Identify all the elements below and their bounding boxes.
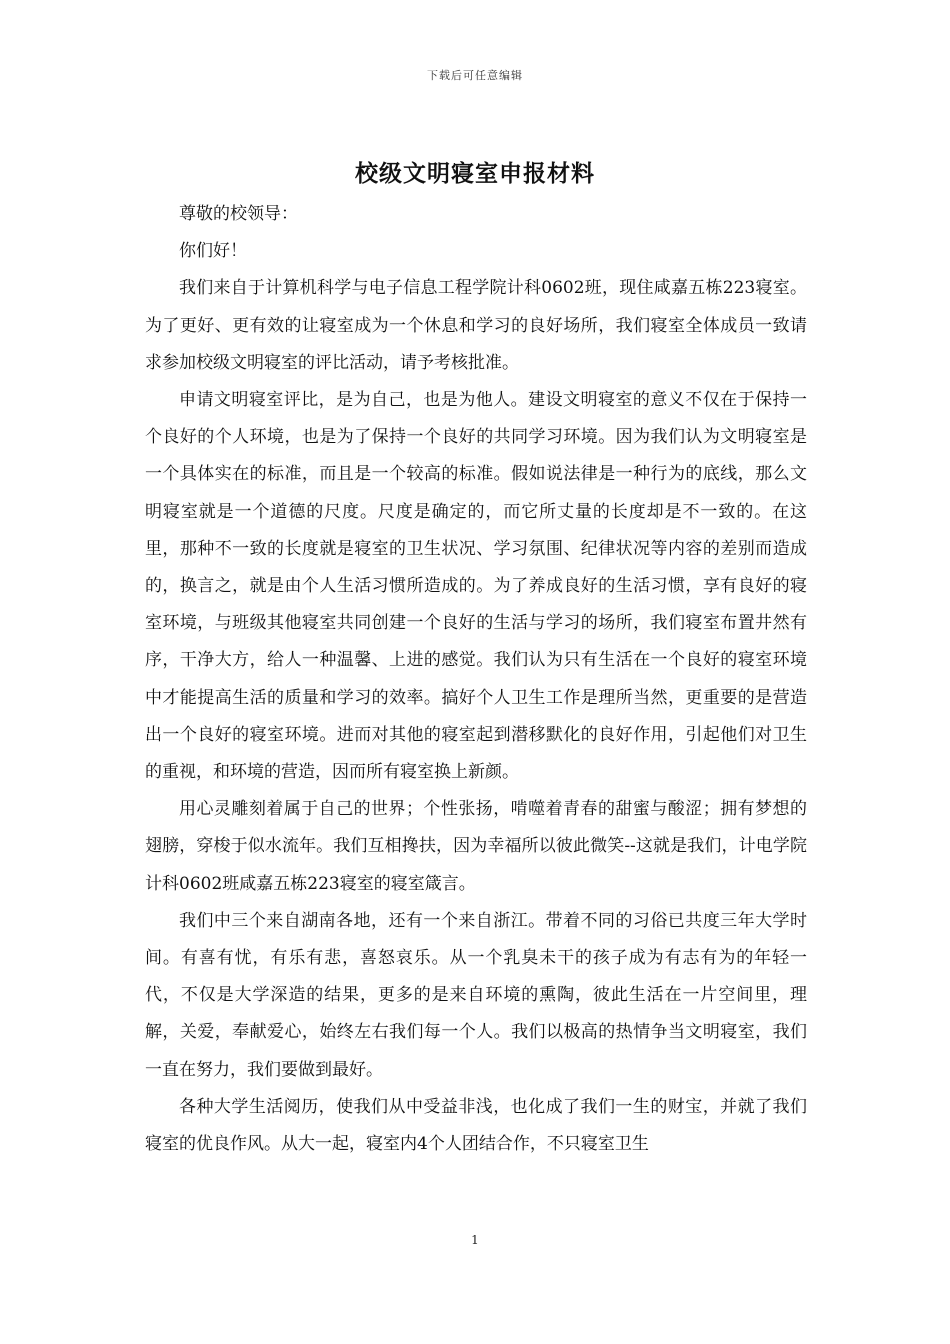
greeting: 你们好！: [179, 241, 247, 262]
page-header: 下载后可任意编辑: [427, 69, 523, 82]
body-paragraph: 各种大学生活阅历，使我们从中受益非浅，也化成了我们一生的财宝，并就了我们寝室的优良作风。从大一起，寝室内4个人团结合作，不只寝室卫生: [145, 1096, 807, 1155]
body-paragraph: 申请文明寝室评比，是为自己，也是为他人。建设文明寝室的意义不仅在于保持一个良好的个人环境，也是为了保持一个良好的共同学习环境。因为我们认为文明寝室是一个具体实在的标准，而且是一个较高的标准。假如说法律是一种行为的底线，那么文明寝室就是一个道德的尺度。尺度是确定的，而它所丈量的长度却是不一致的。在这里，那种不一致的长度就是寝室的卫生状况、学习氛围、纪律状况等内容的差别而造成的，换言之，就是由个人生活习惯所造成的。为了养成良好的生活习惯，享有良好的寝室环境，与班级其他寝室共同创建一个良好的生活与学习的场所，我们寝室布置井然有序，干净大方，给人一种温馨、上进的感觉。我们认为只有生活在一个良好的寝室环境中才能提高生活的质量和学习的效率。搞好个人卫生工作是理所当然，更重要的是营造出一个良好的寝室环境。进而对其他的寝室起到潜移默化的良好作用，引起他们对卫生的重视，和环境的营造，因而所有寝室换上新颜。: [145, 390, 807, 783]
body-paragraph: 我们来自于计算机科学与电子信息工程学院计科0602班，现住咸嘉五栋223寝室。为了更好、更有效的让寝室成为一个休息和学习的良好场所，我们寝室全体成员一致请求参加校级文明寝室的评比活动，请予考核批准。: [145, 278, 807, 373]
document-title: 校级文明寝室申报材料: [355, 161, 595, 187]
page-number: 1: [471, 1233, 479, 1247]
salutation: 尊敬的校领导：: [179, 204, 298, 224]
body-paragraph: 用心灵雕刻着属于自己的世界；个性张扬，啃噬着青春的甜蜜与酸涩；拥有梦想的翅膀，穿梭于似水流年。我们互相搀扶，因为幸福所以彼此微笑--这就是我们，计电学院计科0602班咸嘉五栋223寝室的寝室箴言。: [145, 799, 807, 894]
body-paragraph: 我们中三个来自湖南各地，还有一个来自浙江。带着不同的习俗已共度三年大学时间。有喜有忧，有乐有悲，喜怒哀乐。从一个乳臭未干的孩子成为有志有为的年轻一代，不仅是大学深造的结果，更多的是来自环境的熏陶，彼此生活在一片空间里，理解，关爱，奉献爱心，始终左右我们每一个人。我们以极高的热情争当文明寝室，我们一直在努力，我们要做到最好。: [145, 910, 807, 1080]
document-body: [145, 196, 807, 1163]
